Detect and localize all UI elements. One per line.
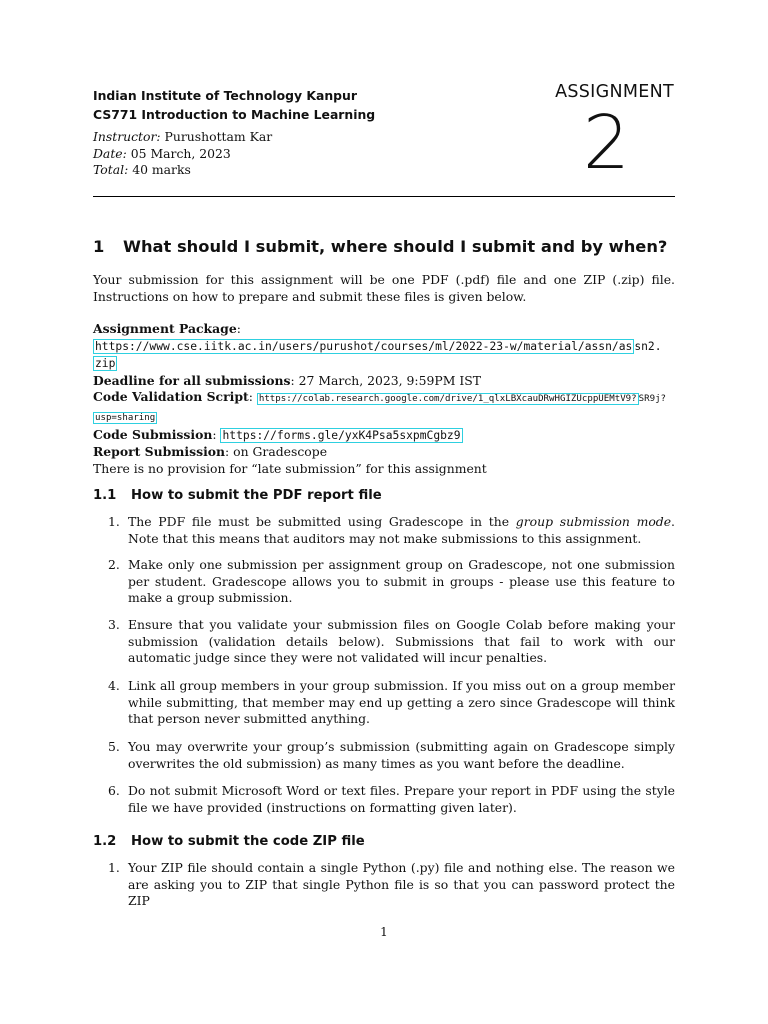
assignment-label: ASSIGNMENT [555, 82, 674, 102]
deadline-line [93, 373, 675, 390]
section-heading [93, 237, 667, 256]
total-line [93, 162, 473, 179]
list-text: Your ZIP file should contain a single Python (.py) file and nothing else. The reason we are asking you to ZIP that single Python file is so that you can password protect the ZIP [128, 860, 675, 909]
instructor-label: Instructor: [93, 129, 161, 144]
list-text: You may overwrite your group’s submission (submitting again on Gradescope simply overwrites the old submission) as many times as you want before the deadline. [128, 739, 675, 771]
package-url-line2 [93, 355, 675, 373]
page-number: 1 [380, 925, 388, 939]
list-emphasis: group submission mode [515, 514, 672, 529]
code-validation-line: Code Validation Script: https://colab.research.google.com/drive/1_qlxLBXcauDRwHGIZUcppUEMtV9? SR9j? [93, 389, 667, 405]
package-url-link[interactable] [93, 339, 634, 354]
package-url-tail: sn2. [634, 339, 662, 353]
subsection-number: 1.1 [93, 488, 117, 503]
section-number: 1 [93, 237, 105, 256]
list-text: Ensure that you validate your submission files on Google Colab before making your submission (validation details below). Submissions that fail to work with our automatic judge since they were not validated will incur penalties. [128, 617, 675, 666]
list-text: Do not submit Microsoft Word or text files. Prepare your report in PDF using the style file we have provided (instructions on formatting given later). [128, 783, 675, 815]
institute-name: Indian Institute of Technology Kanpur [93, 88, 357, 103]
list-text-tail: . Note that this means that auditors may not make submissions to this assignment. [128, 514, 675, 546]
list-item [108, 514, 675, 547]
list-number: 1. [108, 860, 120, 875]
list-number: 3. [108, 617, 120, 632]
subsection-heading-1-1 [93, 488, 382, 503]
package-line: Assignment Package: [93, 321, 241, 336]
deadline-value: : 27 March, 2023, 9:59PM IST [290, 372, 481, 388]
instructor-name: Purushottam Kar [164, 129, 273, 144]
course-name: CS771 Introduction to Machine Learning [93, 107, 376, 122]
late-note: There is no provision for “late submission” for this assignment [93, 460, 487, 476]
subsection-heading-1-2 [93, 834, 365, 849]
list-item [108, 783, 675, 816]
list-text: Link all group members in your group submission. If you miss out on a group member while submitting, that member may end up getting a zero since Gradescope will think that person never submitted anything. [128, 678, 675, 727]
deadline-label: Deadline for all submissions [93, 372, 291, 388]
assignment-number: 2 [582, 100, 630, 186]
date-value: 05 March, 2023 [130, 145, 231, 161]
package-label: Assignment Package [93, 321, 237, 336]
list-text: Make only one submission per assignment group on Gradescope, not one submission per student. Gradescope allows you to submit in groups - please use this feature to make a group submission. [128, 557, 675, 606]
list-number: 1. [108, 514, 120, 529]
subsection-title: How to submit the code ZIP file [131, 834, 365, 849]
total-value: 40 marks [132, 162, 191, 177]
list-number: 4. [108, 678, 120, 693]
list-item [108, 557, 675, 607]
header-divider [93, 196, 675, 197]
code-submission-line: Code Submission: https://forms.gle/yxK4Psa5sxpmCgbz9 [93, 426, 461, 442]
total-label: Total: [93, 162, 129, 177]
code-validation-link-2[interactable]: usp=sharing [95, 412, 156, 423]
report-submission-label: Report Submission [93, 444, 226, 460]
date-line [93, 146, 473, 163]
package-url-link-2[interactable]: zip [95, 357, 116, 371]
code-validation-link[interactable] [257, 393, 639, 405]
report-submission-line [93, 444, 675, 461]
code-validation-label: Code Validation Script [93, 389, 249, 405]
list-number: 5. [108, 739, 120, 754]
list-text: The PDF file must be submitted using Gradescope in the [128, 514, 516, 529]
list-item [108, 678, 675, 728]
list-item [108, 739, 675, 772]
date-label: Date: [93, 145, 127, 161]
code-validation-url-tail: SR9j? [638, 394, 667, 405]
list-item [108, 860, 675, 910]
code-validation-line2 [93, 408, 675, 427]
subsection-title: How to submit the PDF report file [131, 488, 382, 503]
list-item [108, 617, 675, 667]
package-url-line [93, 338, 675, 356]
header-block [93, 86, 473, 179]
package-url-part1: https://www.cse.iitk.ac.in/users/purushot/courses/ml/2022-23-w/material/assn/as [95, 339, 633, 353]
instructor-line [93, 129, 473, 146]
code-submission-link[interactable]: https://forms.gle/yxK4Psa5sxpmCgbz9 [222, 428, 461, 442]
list-number: 2. [108, 557, 120, 572]
list-number: 6. [108, 783, 120, 798]
intro-paragraph: Your submission for this assignment will be one PDF (.pdf) file and one ZIP (.zip) file. Instructions on how to prepare and submit these files is given below. [93, 272, 675, 304]
subsection-number: 1.2 [93, 834, 117, 849]
section-title: What should I submit, where should I submit and by when? [123, 237, 668, 256]
submission-details [93, 321, 675, 477]
code-validation-url-part1: https://colab.research.google.com/drive/1_qlxLBXcauDRwHGIZUcppUEMtV9? [258, 394, 637, 405]
report-submission-value: : on Gradescope [225, 444, 328, 460]
code-submission-label: Code Submission [93, 426, 213, 442]
